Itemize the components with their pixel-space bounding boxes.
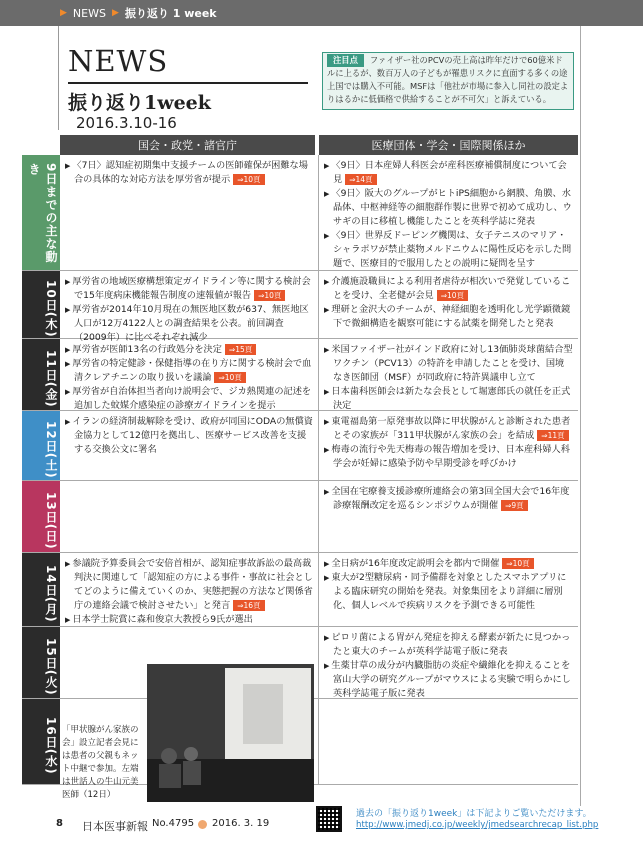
item-text: イランの経済制裁解除を受け、政府が同国にODAの無償資金協力として12億円を拠出し、医療サービス改善を支援する交換公文に署名 bbox=[72, 416, 313, 455]
government-cell bbox=[60, 155, 319, 270]
government-cell bbox=[60, 553, 319, 626]
notice-label: 注目点 bbox=[327, 54, 364, 67]
item-text: 〈7日〉認知症初期集中支援チームの医師確保が困難な場合の具体的な対応方法を厚労省が提示 bbox=[72, 160, 308, 185]
qr-code-icon[interactable] bbox=[316, 806, 342, 832]
archive-note: 過去の「振り返り1week」は下記よりご覧いただけます。 bbox=[356, 809, 592, 819]
medical-cell bbox=[319, 271, 578, 338]
item-text: 厚労省が自治体担当者向け説明会で、ジカ熱関連の記述を追加した蚊媒介感染症の診療ガイドラインを提示 bbox=[72, 386, 312, 411]
list-item bbox=[324, 385, 573, 413]
item-text: 介護施設職員による利用者虐待が相次いで発覚していることを受け、全老健が会見 bbox=[331, 276, 571, 301]
frame-line bbox=[58, 26, 59, 130]
item-text: 日本学士院賞に森和俊京大教授ら9氏が選出 bbox=[72, 614, 253, 625]
press-conference-photo bbox=[147, 664, 314, 802]
list-item bbox=[324, 485, 573, 513]
government-cell bbox=[60, 481, 319, 552]
page-subtitle: 振り返り1week bbox=[68, 92, 211, 114]
day-label: 9日までの主な動き bbox=[22, 155, 60, 270]
government-cell bbox=[60, 339, 319, 410]
page-title: NEWS bbox=[68, 44, 169, 78]
list-item bbox=[324, 557, 573, 571]
list-item bbox=[324, 659, 573, 701]
archive-link[interactable]: http://www.jmedj.co.jp/weekly/jmedsearchrecap_list.php bbox=[356, 820, 599, 830]
list-item bbox=[324, 303, 573, 331]
list-item bbox=[65, 159, 313, 187]
item-text: 生薬甘草の成分が内臓脂肪の炎症や繊維化を抑えることを富山大学の研究グループがマウスによる実験で明らかにし英科学誌電子版に発表 bbox=[331, 660, 571, 699]
item-text: 厚労省の特定健診・保健指導の在り方に関する検討会で血清クレアチニンの取り扱いを議論 bbox=[72, 358, 312, 383]
item-text: 厚労省が医師13名の行政処分を決定 bbox=[72, 344, 222, 355]
list-item bbox=[324, 571, 573, 613]
column-header-government: 国会・政党・諸官庁 bbox=[60, 135, 315, 155]
item-text: 理研と金沢大のチームが、神経細胞を透明化し光学顕微鏡下で微細構造を観察可能にする試薬を開発したと発表 bbox=[331, 304, 571, 329]
page-reference-badge[interactable]: ⇒15頁 bbox=[225, 344, 256, 355]
table-row bbox=[22, 271, 578, 343]
page-reference-badge[interactable]: ⇒9頁 bbox=[501, 500, 528, 511]
triangle-right-icon: ▶ bbox=[60, 8, 67, 18]
page-reference-badge[interactable]: ⇒10頁 bbox=[502, 558, 533, 569]
page-reference-badge[interactable]: ⇒10頁 bbox=[233, 174, 264, 185]
day-label: 12日(土) bbox=[22, 411, 60, 480]
item-text: 〈9日〉日本産婦人科医会が産科医療補償制度について会見 bbox=[331, 160, 567, 185]
medical-cell bbox=[319, 699, 578, 784]
item-text: 厚労省の地域医療構想策定ガイドライン等に関する検討会で15年度病床機能報告制度の速報値が報告 bbox=[72, 276, 311, 301]
page-reference-badge[interactable]: ⇒11頁 bbox=[537, 430, 568, 441]
government-cell bbox=[60, 271, 319, 343]
page-number: 8 bbox=[56, 818, 63, 829]
issue-date: 2016. 3. 19 bbox=[212, 818, 270, 829]
photo-image bbox=[147, 664, 314, 802]
day-label: 15日(火) bbox=[22, 627, 60, 698]
list-item bbox=[65, 343, 313, 357]
list-item bbox=[65, 275, 313, 303]
day-label: 10日(木) bbox=[22, 271, 60, 338]
list-item bbox=[324, 229, 573, 271]
medical-cell bbox=[319, 155, 578, 270]
item-text: 参議院予算委員会で安倍首相が、認知症事故訴訟の最高裁判決に関連して「認知症の方による事件・事故に社会としてどのように備えていくのか、実態把握の方法など関係省庁の連絡会議で検討させたい」と発言 bbox=[72, 558, 313, 611]
item-text: 厚労省が2014年10月現在の無医地区数が637、無医地区人口が12万4122人との調査結果を公表。前回調査（2009年）に比べそれぞれ減少 bbox=[72, 304, 309, 343]
item-text: 米国ファイザー社がインド政府に対し13価肺炎球菌結合型ワクチン（PCV13）の特許を申請したことを受け、国境なき医師団（MSF）が同政府に特許異議申し立て bbox=[331, 344, 573, 383]
photo-caption: 「甲状腺がん家族の会」設立記者会見には患者の父親もネット中継で参加。左端は世話人の牛山元美医師（12日） bbox=[62, 725, 139, 800]
item-text: 全日病が16年度改定説明会を都内で開催 bbox=[331, 558, 500, 569]
header-corner bbox=[22, 135, 60, 155]
list-item bbox=[65, 613, 313, 627]
list-item bbox=[324, 187, 573, 229]
frame-line bbox=[580, 26, 581, 806]
table-header bbox=[22, 135, 578, 155]
notice-text: ファイザー社のPCVの売上高は昨年だけで60億米ドルに上るが、数百万人の子どもが罹患リスクに直面する多くの途上国では購入不可能。MSFは「他社が市場に参入し同社の設定よりはるかに低価格で供給することが不可欠」と訴えている。 bbox=[327, 55, 569, 104]
item-text: 東電福島第一原発事故以降に甲状腺がんと診断された患者とその家族が「311甲状腺がん家族の会」を結成 bbox=[331, 416, 571, 441]
separator-dot-icon bbox=[198, 820, 207, 829]
list-item bbox=[324, 631, 573, 659]
medical-cell bbox=[319, 627, 578, 698]
table-row bbox=[22, 481, 578, 553]
item-text: 梅毒の流行や先天梅毒の報告増加を受け、日本産科婦人科学会が妊婦に感染予防や早期受診を呼びかけ bbox=[331, 444, 570, 469]
day-label: 14日(月) bbox=[22, 553, 60, 626]
page-reference-badge[interactable]: ⇒10頁 bbox=[214, 372, 245, 383]
item-text: 日本歯科医師会は新たな会長として堀憲郎氏の就任を正式決定 bbox=[331, 386, 571, 411]
list-item bbox=[65, 415, 313, 457]
list-item bbox=[324, 415, 573, 443]
page-reference-badge[interactable]: ⇒10頁 bbox=[437, 290, 468, 301]
date-range: 2016.3.10-16 bbox=[76, 114, 177, 132]
title-divider bbox=[68, 82, 308, 84]
day-label: 13日(日) bbox=[22, 481, 60, 552]
list-item bbox=[65, 385, 313, 413]
list-item bbox=[324, 443, 573, 471]
list-item bbox=[324, 159, 573, 187]
list-item bbox=[324, 343, 573, 385]
table-row bbox=[22, 411, 578, 481]
medical-cell bbox=[319, 481, 578, 552]
list-item bbox=[324, 275, 573, 303]
day-label: 11日(金) bbox=[22, 339, 60, 410]
page-reference-badge[interactable]: ⇒14頁 bbox=[345, 174, 376, 185]
table-row bbox=[22, 553, 578, 627]
medical-cell bbox=[319, 553, 578, 626]
list-item bbox=[65, 557, 313, 613]
government-cell bbox=[60, 411, 319, 480]
item-text: ピロリ菌による胃がん発症を抑える酵素が新たに見つかったと東大のチームが英科学誌電子版に発表 bbox=[331, 632, 571, 657]
breadcrumb-current: 振り返り 1 week bbox=[124, 7, 217, 20]
issue-number: No.4795 bbox=[152, 818, 195, 829]
publication-name: 日本医事新報 bbox=[82, 820, 148, 833]
breadcrumb-section[interactable]: NEWS bbox=[72, 6, 106, 20]
item-text: 〈9日〉阪大のグループがヒトiPS細胞から網膜、角膜、水晶体、中枢神経等の細胞群作製に世界で初めて成功し、ウサギの目に移植し機能したことを英科学誌に発表 bbox=[331, 188, 572, 227]
item-text: 〈9日〉世界反ドーピング機関は、女子テニスのマリア・シャラポワが禁止薬物メルドニウムに陽性反応を示した問題で、医療目的で服用したとの説明に疑問を呈す bbox=[331, 230, 572, 269]
page-reference-badge[interactable]: ⇒16頁 bbox=[233, 600, 264, 611]
page-reference-badge[interactable]: ⇒10頁 bbox=[254, 290, 285, 301]
item-text: 全国在宅療養支援診療所連絡会の第3回全国大会で16年度診療報酬改定を巡るシンポジウムが開催 bbox=[331, 486, 570, 511]
medical-cell bbox=[319, 411, 578, 480]
table-row bbox=[22, 339, 578, 411]
table-row bbox=[22, 155, 578, 271]
page-footer bbox=[0, 806, 643, 857]
medical-cell bbox=[319, 339, 578, 410]
triangle-right-icon: ▶ bbox=[111, 8, 119, 18]
day-label: 16日(水) bbox=[22, 699, 60, 784]
column-header-medical: 医療団体・学会・国際関係ほか bbox=[319, 135, 578, 155]
notice-box bbox=[322, 52, 574, 110]
breadcrumb bbox=[0, 0, 643, 26]
item-text: 東大が2型糖尿病・同予備群を対象としたスマホアプリによる臨床研究の開始を発表。対象集団をより詳細に層別化、個人レベルで疾病リスクを予測できる可能性 bbox=[331, 572, 567, 611]
list-item bbox=[65, 357, 313, 385]
